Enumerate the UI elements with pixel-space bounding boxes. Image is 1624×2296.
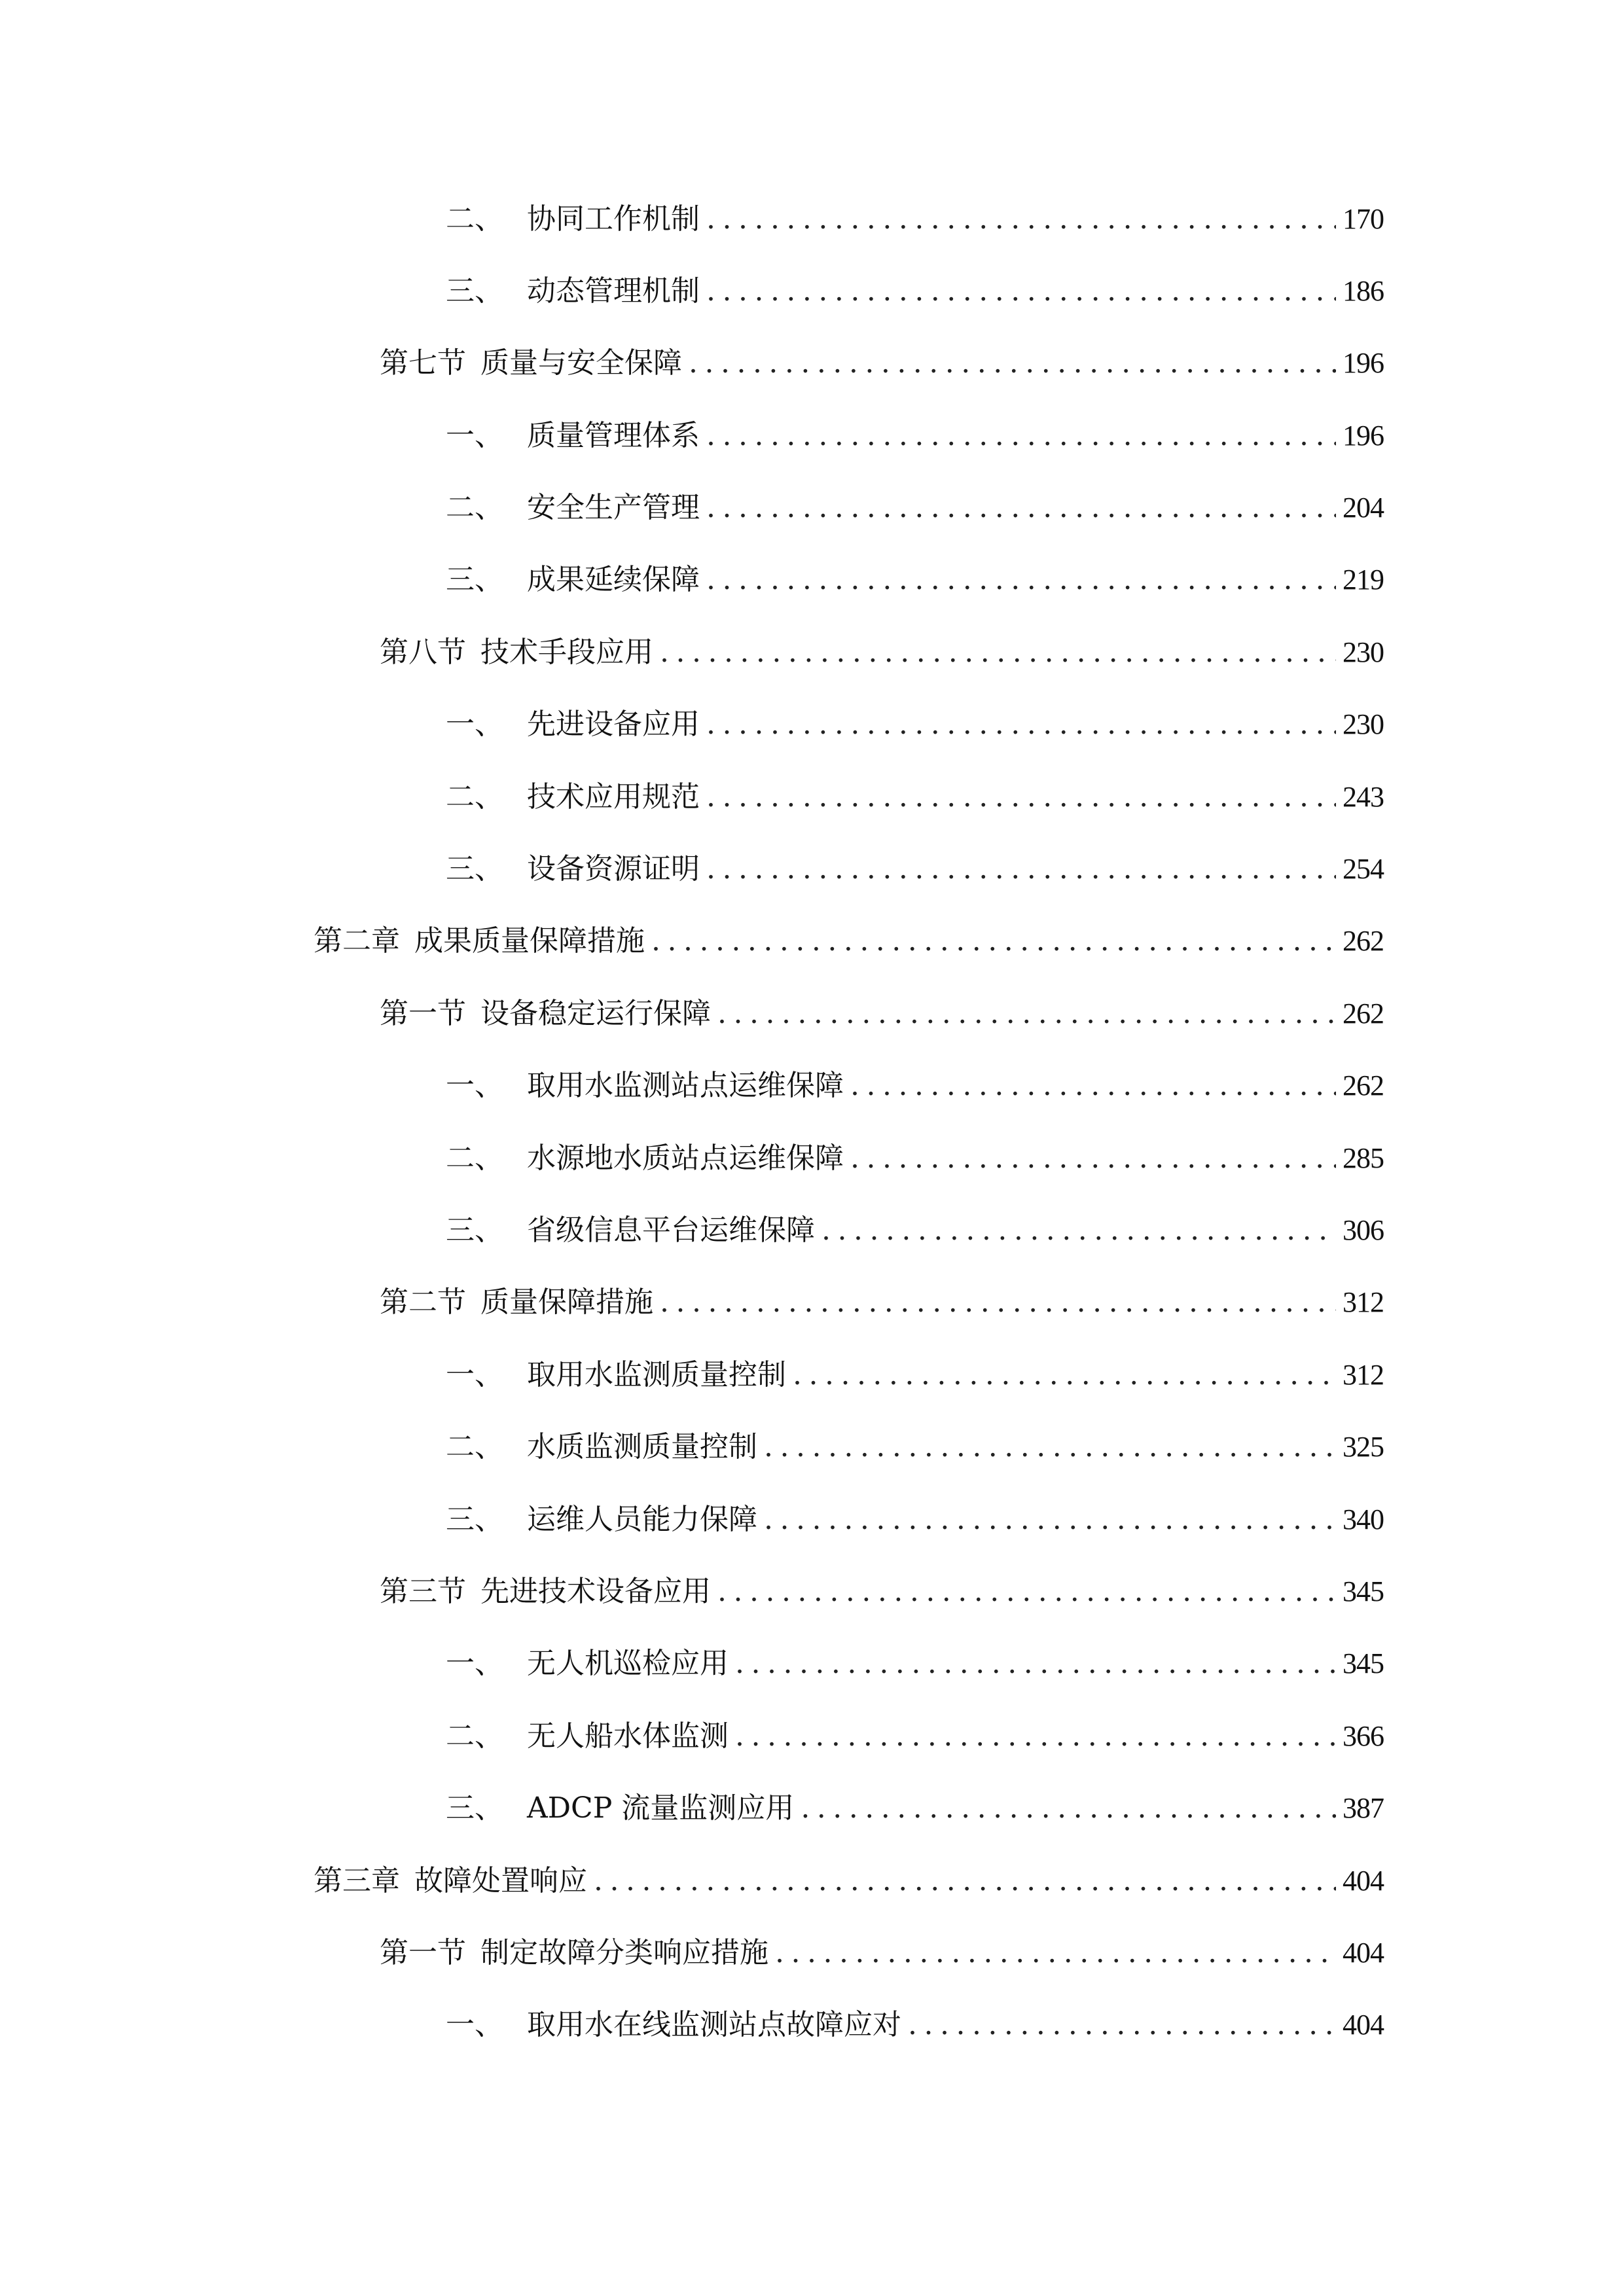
toc-page-number: 196: [1343, 420, 1384, 452]
toc-marker: 二、: [446, 1141, 503, 1175]
toc-title: 动态管理机制: [527, 274, 700, 308]
dot-leader: [706, 778, 1336, 817]
dot-leader: [821, 1211, 1336, 1250]
toc-title: 先进设备应用: [527, 708, 700, 741]
toc-entry[interactable]: [446, 2005, 1384, 2045]
toc-title: 运维人员能力保障: [527, 1503, 757, 1536]
toc-page-number: 404: [1343, 2009, 1384, 2041]
dot-leader: [764, 1500, 1336, 1539]
toc-title: 质量与安全保障: [480, 346, 682, 380]
dot-leader: [706, 850, 1336, 889]
toc-marker: 第七节: [380, 346, 466, 380]
toc-page-number: 325: [1343, 1431, 1384, 1463]
toc-page-number: 196: [1343, 347, 1384, 379]
dot-leader: [660, 633, 1336, 672]
toc-title: ADCP 流量监测应用: [527, 1791, 795, 1825]
toc-page-number: 262: [1343, 925, 1384, 957]
toc-title: 质量保障措施: [480, 1285, 653, 1319]
toc-page-number: 170: [1343, 203, 1384, 235]
toc-page-number: 204: [1343, 492, 1384, 524]
dot-leader: [651, 922, 1336, 961]
toc-marker: 一、: [446, 1358, 503, 1391]
toc-page-number: 262: [1343, 1069, 1384, 1102]
toc-page-number: 262: [1343, 997, 1384, 1030]
dot-leader: [706, 560, 1336, 600]
dot-leader: [660, 1283, 1336, 1322]
toc-entry[interactable]: [380, 1933, 1384, 1973]
toc-title: 质量管理体系: [527, 419, 700, 452]
dot-leader: [706, 488, 1336, 528]
toc-title: 设备资源证明: [527, 852, 700, 886]
toc-page-number: 387: [1343, 1792, 1384, 1824]
dot-leader: [594, 1861, 1336, 1901]
toc-page-number: 312: [1343, 1286, 1384, 1318]
toc-entry[interactable]: [446, 778, 1384, 817]
toc-title: 无人机巡检应用: [527, 1647, 729, 1680]
toc-title: 取用水监测站点运维保障: [527, 1069, 844, 1102]
toc-entry[interactable]: [446, 1644, 1384, 1683]
toc-page-number: 366: [1343, 1720, 1384, 1752]
toc-entry[interactable]: [446, 488, 1384, 528]
toc-page-number: 306: [1343, 1214, 1384, 1246]
toc-entry[interactable]: [446, 1500, 1384, 1539]
toc-marker: 一、: [446, 419, 503, 452]
toc-page-number: 340: [1343, 1503, 1384, 1535]
toc-page-number: 254: [1343, 853, 1384, 885]
toc-entry[interactable]: [446, 272, 1384, 311]
toc-page-number: 345: [1343, 1647, 1384, 1679]
toc-marker: 二、: [446, 202, 503, 236]
dot-leader: [706, 200, 1336, 239]
toc-marker: 三、: [446, 274, 503, 308]
toc-page-number: 404: [1343, 1937, 1384, 1969]
dot-leader: [764, 1427, 1336, 1467]
toc-marker: 第一节: [380, 997, 466, 1030]
dot-leader: [706, 272, 1336, 311]
toc-title: 无人船水体监测: [527, 1719, 729, 1753]
toc-title: 取用水在线监测站点故障应对: [527, 2008, 901, 2041]
toc-entry[interactable]: [446, 1211, 1384, 1250]
toc-page-number: 345: [1343, 1575, 1384, 1607]
dot-leader: [689, 344, 1336, 383]
toc-page-number: 243: [1343, 781, 1384, 813]
toc-entry[interactable]: [446, 560, 1384, 600]
toc-marker: 三、: [446, 563, 503, 596]
toc-entry[interactable]: [380, 994, 1384, 1033]
toc-marker: 三、: [446, 1213, 503, 1247]
dot-leader: [775, 1933, 1336, 1973]
dot-leader: [706, 705, 1336, 744]
toc-title: 省级信息平台运维保障: [527, 1213, 815, 1247]
toc-title: 成果延续保障: [527, 563, 700, 596]
toc-marker: 二、: [446, 1430, 503, 1463]
dot-leader: [735, 1717, 1336, 1756]
toc-entry[interactable]: [380, 1572, 1384, 1611]
toc-marker: 三、: [446, 1503, 503, 1536]
toc-title: 故障处置响应: [414, 1864, 587, 1897]
toc-page-number: 219: [1343, 564, 1384, 596]
toc-entry[interactable]: [314, 922, 1384, 961]
dot-leader: [850, 1139, 1336, 1178]
dot-leader: [908, 2005, 1336, 2045]
toc-entry[interactable]: [446, 1427, 1384, 1467]
toc-title: 安全生产管理: [527, 491, 700, 524]
toc-entry[interactable]: [446, 705, 1384, 744]
dot-leader: [850, 1066, 1336, 1105]
toc-marker: 二、: [446, 491, 503, 524]
dot-leader: [706, 416, 1336, 456]
toc-title: 技术应用规范: [527, 780, 700, 814]
toc-entry[interactable]: [446, 1355, 1384, 1395]
toc-title: 取用水监测质量控制: [527, 1358, 786, 1391]
toc-marker: 一、: [446, 2008, 503, 2041]
toc-marker: 一、: [446, 1647, 503, 1680]
toc-marker: 一、: [446, 708, 503, 741]
toc-page-number: 285: [1343, 1142, 1384, 1174]
toc-title: 水源地水质站点运维保障: [527, 1141, 844, 1175]
toc-marker: 第一节: [380, 1936, 466, 1969]
toc-marker: 三、: [446, 852, 503, 886]
dot-leader: [793, 1355, 1336, 1395]
dot-leader: [801, 1789, 1336, 1828]
toc-marker: 第三章: [314, 1864, 400, 1897]
toc-entry[interactable]: [446, 200, 1384, 239]
toc-entry[interactable]: [446, 1789, 1384, 1828]
dot-leader: [717, 1572, 1336, 1611]
dot-leader: [717, 994, 1336, 1033]
toc-marker: 第二节: [380, 1285, 466, 1319]
toc-entry[interactable]: [446, 1139, 1384, 1178]
toc-page-number: 230: [1343, 708, 1384, 740]
toc-entry[interactable]: [446, 1066, 1384, 1105]
toc-title: 成果质量保障措施: [414, 924, 645, 958]
toc-marker: 第三节: [380, 1575, 466, 1608]
toc-marker: 第二章: [314, 924, 400, 958]
toc-marker: 二、: [446, 1719, 503, 1753]
toc-entry[interactable]: [314, 1861, 1384, 1901]
toc-entry[interactable]: [380, 1283, 1384, 1322]
toc-entry[interactable]: [380, 633, 1384, 672]
toc-title: 技术手段应用: [480, 636, 653, 669]
toc-marker: 二、: [446, 780, 503, 814]
toc-entry[interactable]: [446, 850, 1384, 889]
toc-page-number: 404: [1343, 1865, 1384, 1897]
toc-title: 协同工作机制: [527, 202, 700, 236]
toc-marker: 第八节: [380, 636, 466, 669]
toc-marker: 一、: [446, 1069, 503, 1102]
toc-page-number: 230: [1343, 636, 1384, 668]
toc-entry[interactable]: [446, 416, 1384, 456]
toc-title: 水质监测质量控制: [527, 1430, 757, 1463]
toc-page-number: 186: [1343, 275, 1384, 307]
toc-title: 制定故障分类响应措施: [480, 1936, 768, 1969]
toc-entry[interactable]: [380, 344, 1384, 383]
toc-page-number: 312: [1343, 1359, 1384, 1391]
toc-entry[interactable]: [446, 1717, 1384, 1756]
toc-title: 先进技术设备应用: [480, 1575, 711, 1608]
dot-leader: [735, 1644, 1336, 1683]
toc-marker: 三、: [446, 1791, 503, 1825]
toc-title: 设备稳定运行保障: [480, 997, 711, 1030]
